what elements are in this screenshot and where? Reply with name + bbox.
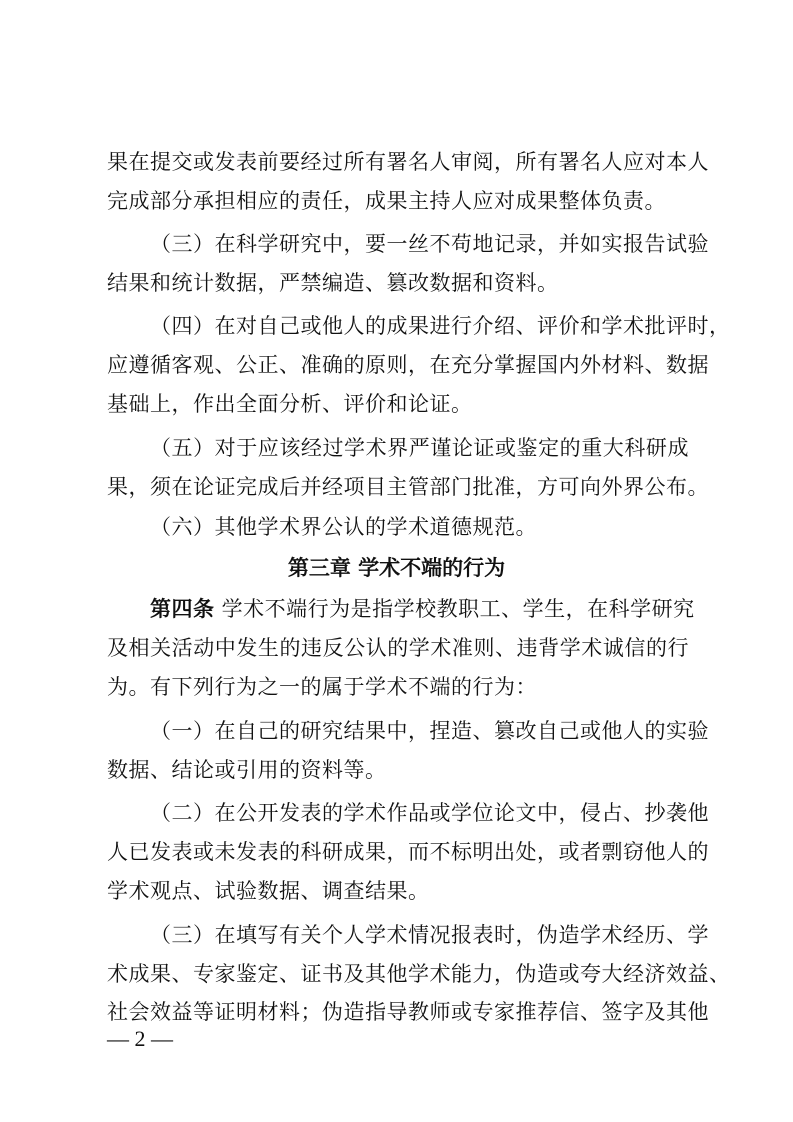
paragraph-line: 社会效益等证明材料；伪造指导教师或专家推荐信、签字及其他 (107, 1000, 709, 1024)
paragraph-line: 应遵循客观、公正、准确的原则，在充分掌握国内外材料、数据 (107, 353, 709, 377)
paragraph-line: 术成果、专家鉴定、证书及其他学术能力，伪造或夸大经济效益、 (107, 962, 731, 986)
chapter-heading: 第三章 学术不端的行为 (287, 556, 506, 580)
paragraph-line: 学术观点、试验数据、调查结果。 (107, 879, 430, 903)
paragraph-line: （二）在公开发表的学术作品或学位论文中，侵占、抄袭他 (150, 801, 709, 825)
paragraph-line: 完成部分承担相应的责任，成果主持人应对成果整体负责。 (107, 189, 666, 213)
paragraph-line: 人已发表或未发表的科研成果，而不标明出处，或者剽窃他人的 (107, 840, 709, 864)
article-label: 第四条 (150, 597, 215, 621)
paragraph-line: 结果和统计数据，严禁编造、篡改数据和资料。 (107, 271, 559, 295)
paragraph-line: 数据、结论或引用的资料等。 (107, 758, 387, 782)
paragraph-line: （四）在对自己或他人的成果进行介绍、评价和学术批评时， (150, 314, 731, 338)
article-text: 学术不端行为是指学校教职工、学生，在科学研究 (214, 597, 695, 621)
paragraph-line: （一）在自己的研究结果中，捏造、篡改自己或他人的实验 (150, 719, 709, 743)
paragraph-line: （三）在科学研究中，要一丝不苟地记录，并如实报告试验 (150, 232, 709, 256)
paragraph-line: 果，须在论证完成后并经项目主管部门批准，方可向外界公布。 (107, 475, 709, 499)
paragraph-line: 及相关活动中发生的违反公认的学术准则、违背学术诚信的行 (107, 636, 689, 660)
paragraph-line: （五）对于应该经过学术界严谨论证或鉴定的重大科研成 (150, 436, 689, 460)
paragraph-line: （六）其他学术界公认的学术道德规范。 (150, 515, 537, 539)
paragraph-line: 果在提交或发表前要经过所有署名人审阅，所有署名人应对本人 (107, 150, 709, 174)
page-number: — 2 — (107, 1026, 173, 1051)
paragraph-line: （三）在填写有关个人学术情况报表时，伪造学术经历、学 (150, 923, 709, 947)
paragraph-line (150, 597, 695, 621)
paragraph-line: 为。有下列行为之一的属于学术不端的行为： (107, 675, 537, 699)
paragraph-line: 基础上，作出全面分析、评价和论证。 (107, 392, 473, 416)
